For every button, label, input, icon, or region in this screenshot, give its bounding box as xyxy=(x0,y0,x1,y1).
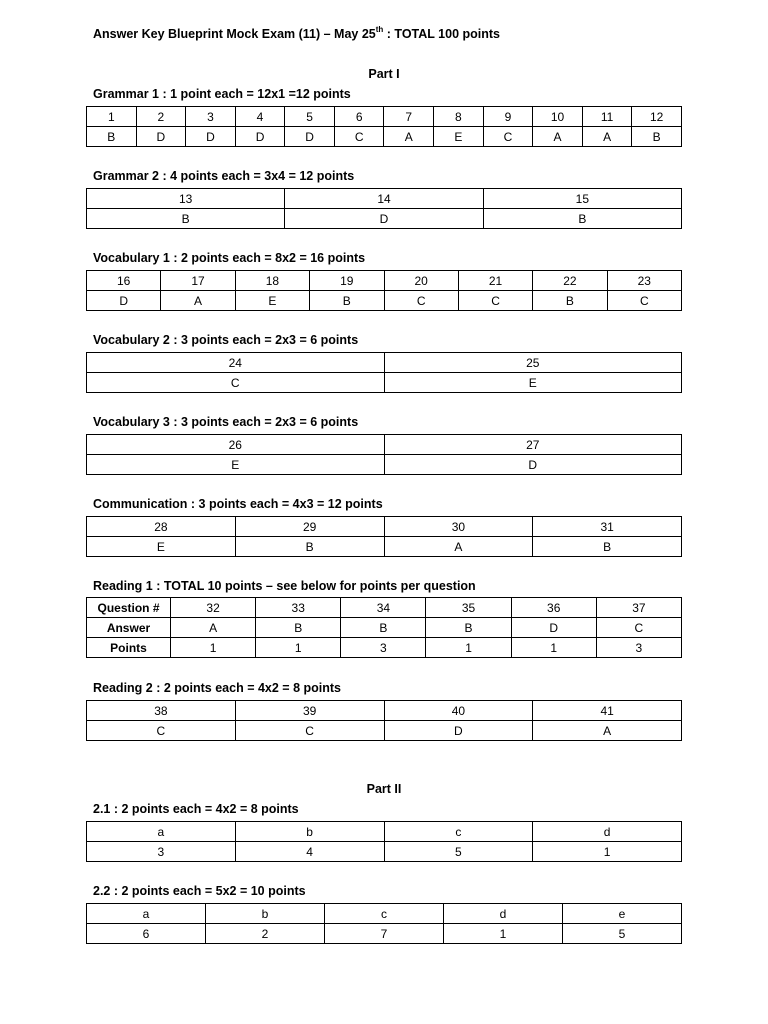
answer-cell: 5 xyxy=(384,842,533,862)
question-number-cell: a xyxy=(87,904,206,924)
points-cell: 1 xyxy=(256,638,341,658)
question-number-row xyxy=(87,189,682,209)
grammar1-heading: Grammar 1 : 1 point each = 12x1 =12 points xyxy=(93,87,351,101)
question-number-cell: 7 xyxy=(384,107,434,127)
question-number-row xyxy=(87,353,682,373)
answer-row xyxy=(87,291,682,311)
points-cell: 1 xyxy=(171,638,256,658)
question-number-cell: 12 xyxy=(632,107,682,127)
answer-cell: 1 xyxy=(533,842,682,862)
question-number-cell: 10 xyxy=(533,107,583,127)
answer-row xyxy=(87,924,682,944)
points-row xyxy=(87,638,682,658)
question-number-row xyxy=(87,904,682,924)
communication-table xyxy=(86,516,682,557)
answer-cell: B xyxy=(235,537,384,557)
answer-cell: D xyxy=(87,291,161,311)
title-text: Answer Key Blueprint Mock Exam (11) – May 25 xyxy=(93,27,376,42)
question-number-cell: 17 xyxy=(161,271,235,291)
question-number-row xyxy=(87,822,682,842)
question-number-cell: d xyxy=(533,822,682,842)
answer-cell: E xyxy=(434,127,484,147)
question-number-cell: 22 xyxy=(533,271,607,291)
answer-cell: B xyxy=(632,127,682,147)
answer-cell: B xyxy=(310,291,384,311)
answer-cell: B xyxy=(533,537,682,557)
question-number-cell: 24 xyxy=(87,353,385,373)
question-number-cell: 8 xyxy=(434,107,484,127)
question-number-cell: 38 xyxy=(87,701,236,721)
points-cell: 3 xyxy=(341,638,426,658)
question-number-cell: 32 xyxy=(171,598,256,618)
question-number-row xyxy=(87,435,682,455)
question-number-cell: 41 xyxy=(533,701,682,721)
answer-row xyxy=(87,842,682,862)
answer-cell: D xyxy=(136,127,186,147)
question-number-cell: 2 xyxy=(136,107,186,127)
question-number-cell: 35 xyxy=(426,598,511,618)
question-number-cell: 33 xyxy=(256,598,341,618)
answer-cell: B xyxy=(483,209,681,229)
question-number-row xyxy=(87,598,682,618)
question-number-cell: 14 xyxy=(285,189,483,209)
question-number-cell: 21 xyxy=(458,271,532,291)
question-number-cell: 4 xyxy=(235,107,285,127)
answer-cell: 1 xyxy=(444,924,563,944)
answer-cell: B xyxy=(341,618,426,638)
row-label: Answer xyxy=(87,618,171,638)
answer-cell: A xyxy=(171,618,256,638)
reading2-table xyxy=(86,700,682,741)
question-number-cell: 13 xyxy=(87,189,285,209)
answer-cell: E xyxy=(235,291,309,311)
question-number-cell: d xyxy=(444,904,563,924)
vocabulary1-table xyxy=(86,270,682,311)
answer-cell: 7 xyxy=(325,924,444,944)
question-number-cell: 37 xyxy=(596,598,681,618)
answer-row xyxy=(87,618,682,638)
answer-row xyxy=(87,721,682,741)
part2-1-table xyxy=(86,821,682,862)
question-number-cell: 1 xyxy=(87,107,137,127)
answer-cell: C xyxy=(87,721,236,741)
answer-cell: A xyxy=(384,127,434,147)
answer-row xyxy=(87,209,682,229)
reading2-heading: Reading 2 : 2 points each = 4x2 = 8 points xyxy=(93,681,341,695)
question-number-cell: 27 xyxy=(384,435,682,455)
answer-cell: B xyxy=(426,618,511,638)
row-label: Question # xyxy=(87,598,171,618)
question-number-cell: 20 xyxy=(384,271,458,291)
answer-cell: C xyxy=(607,291,681,311)
answer-cell: 5 xyxy=(563,924,682,944)
answer-cell: D xyxy=(384,721,533,741)
answer-cell: C xyxy=(596,618,681,638)
answer-cell: B xyxy=(256,618,341,638)
points-cell: 1 xyxy=(511,638,596,658)
part-two-heading: Part II xyxy=(366,782,402,796)
document-title xyxy=(93,26,500,41)
vocabulary2-heading: Vocabulary 2 : 3 points each = 2x3 = 6 points xyxy=(93,333,359,347)
question-number-row xyxy=(87,271,682,291)
answer-cell: D xyxy=(384,455,682,475)
question-number-cell: 28 xyxy=(87,517,236,537)
answer-row xyxy=(87,455,682,475)
vocabulary3-heading: Vocabulary 3 : 3 points each = 2x3 = 6 points xyxy=(93,415,359,429)
grammar1-table xyxy=(86,106,682,147)
question-number-row xyxy=(87,107,682,127)
answer-cell: 3 xyxy=(87,842,236,862)
answer-cell: D xyxy=(511,618,596,638)
grammar2-heading: Grammar 2 : 4 points each = 3x4 = 12 points xyxy=(93,169,355,183)
title-total: : TOTAL 100 points xyxy=(383,27,500,42)
question-number-cell: 26 xyxy=(87,435,385,455)
vocabulary2-table xyxy=(86,352,682,393)
answer-cell: 2 xyxy=(206,924,325,944)
answer-cell: D xyxy=(186,127,236,147)
answer-cell: A xyxy=(582,127,632,147)
question-number-cell: 29 xyxy=(235,517,384,537)
question-number-row xyxy=(87,701,682,721)
answer-cell: C xyxy=(235,721,384,741)
question-number-cell: e xyxy=(563,904,682,924)
question-number-cell: 36 xyxy=(511,598,596,618)
part2-2-table xyxy=(86,903,682,944)
answer-cell: C xyxy=(458,291,532,311)
communication-heading: Communication : 3 points each = 4x3 = 12 points xyxy=(93,497,383,511)
question-number-cell: 40 xyxy=(384,701,533,721)
answer-cell: E xyxy=(87,455,385,475)
question-number-cell: 31 xyxy=(533,517,682,537)
answer-cell: A xyxy=(161,291,235,311)
question-number-cell: 6 xyxy=(334,107,384,127)
points-cell: 1 xyxy=(426,638,511,658)
question-number-cell: 18 xyxy=(235,271,309,291)
title-superscript: th xyxy=(375,25,384,34)
answer-cell: 4 xyxy=(235,842,384,862)
question-number-cell: 19 xyxy=(310,271,384,291)
reading1-heading: Reading 1 : TOTAL 10 points – see below for points per question xyxy=(93,579,476,593)
answer-cell: B xyxy=(87,127,137,147)
question-number-cell: 39 xyxy=(235,701,384,721)
vocabulary3-table xyxy=(86,434,682,475)
row-label: Points xyxy=(87,638,171,658)
question-number-cell: a xyxy=(87,822,236,842)
question-number-cell: 11 xyxy=(582,107,632,127)
answer-cell: E xyxy=(384,373,682,393)
answer-cell: C xyxy=(334,127,384,147)
part2-2-heading: 2.2 : 2 points each = 5x2 = 10 points xyxy=(93,884,306,898)
answer-row xyxy=(87,373,682,393)
answer-cell: C xyxy=(483,127,533,147)
answer-row xyxy=(87,537,682,557)
question-number-cell: 3 xyxy=(186,107,236,127)
question-number-cell: c xyxy=(325,904,444,924)
answer-cell: D xyxy=(235,127,285,147)
answer-cell: 6 xyxy=(87,924,206,944)
points-cell: 3 xyxy=(596,638,681,658)
question-number-cell: 5 xyxy=(285,107,335,127)
question-number-cell: 30 xyxy=(384,517,533,537)
answer-cell: B xyxy=(533,291,607,311)
answer-cell: C xyxy=(87,373,385,393)
question-number-cell: c xyxy=(384,822,533,842)
answer-cell: B xyxy=(87,209,285,229)
question-number-cell: 23 xyxy=(607,271,681,291)
answer-cell: D xyxy=(285,127,335,147)
answer-cell: A xyxy=(384,537,533,557)
answer-cell: A xyxy=(533,721,682,741)
answer-row xyxy=(87,127,682,147)
question-number-row xyxy=(87,517,682,537)
question-number-cell: 16 xyxy=(87,271,161,291)
question-number-cell: b xyxy=(235,822,384,842)
question-number-cell: 9 xyxy=(483,107,533,127)
answer-cell: D xyxy=(285,209,483,229)
question-number-cell: 34 xyxy=(341,598,426,618)
part-one-heading: Part I xyxy=(368,67,400,81)
vocabulary1-heading: Vocabulary 1 : 2 points each = 8x2 = 16 points xyxy=(93,251,366,265)
answer-cell: A xyxy=(533,127,583,147)
answer-cell: C xyxy=(384,291,458,311)
answer-cell: E xyxy=(87,537,236,557)
question-number-cell: 15 xyxy=(483,189,681,209)
question-number-cell: 25 xyxy=(384,353,682,373)
grammar2-table xyxy=(86,188,682,229)
part2-1-heading: 2.1 : 2 points each = 4x2 = 8 points xyxy=(93,802,299,816)
reading1-table xyxy=(86,597,682,658)
question-number-cell: b xyxy=(206,904,325,924)
